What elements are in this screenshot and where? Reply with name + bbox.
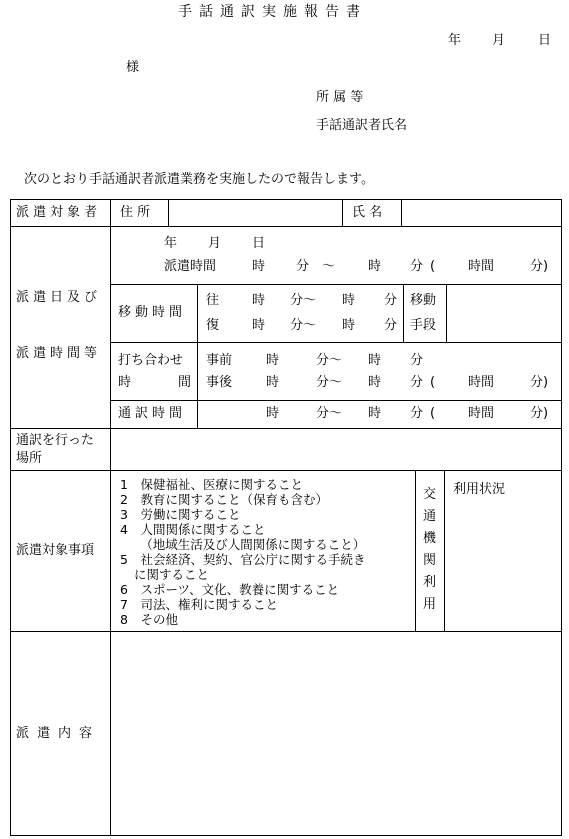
row-divider bbox=[10, 470, 562, 471]
place-label-2: 場所 bbox=[16, 451, 43, 466]
hour-unit: 時 bbox=[342, 318, 356, 333]
paren-open: ( bbox=[430, 375, 436, 390]
column-divider bbox=[197, 284, 198, 428]
usage-status-label: 利用状況 bbox=[453, 482, 506, 497]
minute-unit: 分 bbox=[410, 353, 424, 368]
transport-label-char: 交 bbox=[423, 487, 437, 502]
range-tilde: ～ bbox=[303, 318, 317, 333]
transport-label-char: 機 bbox=[423, 531, 437, 546]
column-divider bbox=[403, 284, 404, 342]
dispatch-day: 日 bbox=[252, 236, 266, 251]
minute-unit: 分 bbox=[316, 375, 330, 390]
range-tilde: ～ bbox=[329, 406, 343, 421]
minute-unit: 分 bbox=[410, 375, 424, 390]
content-label: 派遣内容 bbox=[16, 726, 101, 741]
row-divider bbox=[10, 226, 562, 227]
column-divider bbox=[444, 470, 445, 631]
range-tilde: ～ bbox=[329, 375, 343, 390]
travel-means-label-1: 移動 bbox=[410, 293, 437, 308]
duration-hours-unit: 時間 bbox=[468, 406, 495, 421]
matter-item: 7 司法、権利に関すること bbox=[120, 597, 278, 612]
matter-item: 6 スポーツ、文化、教養に関すること bbox=[120, 582, 340, 597]
minute-unit: 分 bbox=[316, 353, 330, 368]
transport-label-char: 通 bbox=[423, 509, 437, 524]
transport-label-char: 利 bbox=[423, 575, 437, 590]
matter-item: 4 人間関係に関すること bbox=[120, 522, 266, 537]
row-divider bbox=[10, 428, 562, 429]
minute-unit: 分 bbox=[384, 318, 398, 333]
date-day: 日 bbox=[538, 33, 552, 48]
paren-open: ( bbox=[430, 406, 436, 421]
name-label: 氏 名 bbox=[352, 205, 383, 220]
matter-item: 1 保健福祉、医療に関すること bbox=[120, 477, 303, 492]
datetime-label-1: 派遣日及び bbox=[16, 290, 102, 305]
dispatch-month: 月 bbox=[208, 236, 222, 251]
return-label: 復 bbox=[206, 318, 220, 333]
range-tilde: ～ bbox=[329, 353, 343, 368]
minute-unit: 分 bbox=[290, 293, 304, 308]
interpret-time-label: 通訳時間 bbox=[118, 406, 187, 421]
meeting-label-2b: 間 bbox=[178, 375, 192, 390]
travel-means-label-2: 手段 bbox=[410, 318, 437, 333]
meeting-before-label: 事前 bbox=[206, 353, 233, 368]
column-divider bbox=[415, 470, 416, 631]
matter-item: に関すること bbox=[134, 567, 210, 582]
matter-item: 8 その他 bbox=[120, 612, 178, 627]
column-divider bbox=[401, 199, 402, 226]
duration-hours-unit: 時間 bbox=[468, 375, 495, 390]
duration-minutes-unit: 分) bbox=[530, 406, 549, 421]
minute-unit: 分 bbox=[384, 293, 398, 308]
row-divider bbox=[110, 284, 562, 285]
date-year: 年 bbox=[448, 33, 462, 48]
travel-time-label: 移動時間 bbox=[118, 305, 187, 320]
range-tilde: ～ bbox=[322, 259, 336, 274]
minute-unit: 分 bbox=[296, 259, 310, 274]
hour-unit: 時 bbox=[368, 353, 382, 368]
matter-item: 2 教育に関すること（保育も含む） bbox=[120, 492, 328, 507]
hour-unit: 時 bbox=[252, 293, 266, 308]
minute-unit: 分 bbox=[410, 406, 424, 421]
hour-unit: 時 bbox=[266, 406, 280, 421]
meeting-label-2a: 時 bbox=[118, 375, 132, 390]
meeting-after-label: 事後 bbox=[206, 375, 233, 390]
place-label-1: 通訳を行った bbox=[16, 433, 95, 448]
datetime-label-2: 派遣時間等 bbox=[16, 346, 102, 361]
dispatch-time-label: 派遣時間 bbox=[164, 259, 217, 274]
column-divider bbox=[446, 284, 447, 342]
hour-unit: 時 bbox=[368, 406, 382, 421]
duration-minutes-unit: 分) bbox=[530, 259, 549, 274]
row-divider bbox=[110, 400, 562, 401]
matter-item: （地域生活及び人間関係に関すること） bbox=[134, 537, 366, 552]
transport-label-char: 用 bbox=[423, 597, 437, 612]
minute-unit: 分 bbox=[410, 259, 424, 274]
hour-unit: 時 bbox=[266, 375, 280, 390]
document-title: 手話通訳実施報告書 bbox=[178, 4, 367, 20]
row-divider bbox=[110, 342, 562, 343]
intro-text: 次のとおり手話通訳者派遣業務を実施したので報告します。 bbox=[24, 172, 374, 187]
dispatch-year: 年 bbox=[164, 236, 178, 251]
column-divider bbox=[342, 199, 343, 226]
duration-hours-unit: 時間 bbox=[468, 259, 495, 274]
affiliation-label: 所 属 等 bbox=[316, 90, 364, 105]
hour-unit: 時 bbox=[368, 259, 382, 274]
address-label: 住 所 bbox=[120, 205, 151, 220]
column-divider bbox=[110, 199, 111, 836]
matters-label: 派遣対象事項 bbox=[16, 543, 95, 558]
hour-unit: 時 bbox=[342, 293, 356, 308]
hour-unit: 時 bbox=[252, 318, 266, 333]
matter-item: 3 労働に関すること bbox=[120, 507, 241, 522]
hour-unit: 時 bbox=[252, 259, 266, 274]
interpreter-name-label: 手話通訳者氏名 bbox=[316, 118, 408, 133]
minute-unit: 分 bbox=[316, 406, 330, 421]
paren-open: ( bbox=[430, 259, 436, 274]
hour-unit: 時 bbox=[266, 353, 280, 368]
range-tilde: ～ bbox=[303, 293, 317, 308]
hour-unit: 時 bbox=[368, 375, 382, 390]
matter-item: 5 社会経済、契約、官公庁に関する手続き bbox=[120, 552, 366, 567]
outbound-label: 往 bbox=[206, 293, 220, 308]
row-divider bbox=[10, 631, 562, 632]
date-month: 月 bbox=[492, 33, 506, 48]
transport-label-char: 関 bbox=[423, 553, 437, 568]
addressee-suffix: 様 bbox=[126, 60, 140, 75]
target-person-label: 派遣対象者 bbox=[16, 205, 102, 220]
minute-unit: 分 bbox=[290, 318, 304, 333]
column-divider bbox=[168, 199, 169, 226]
meeting-label-1: 打ち合わせ bbox=[118, 353, 184, 368]
duration-minutes-unit: 分) bbox=[530, 375, 549, 390]
